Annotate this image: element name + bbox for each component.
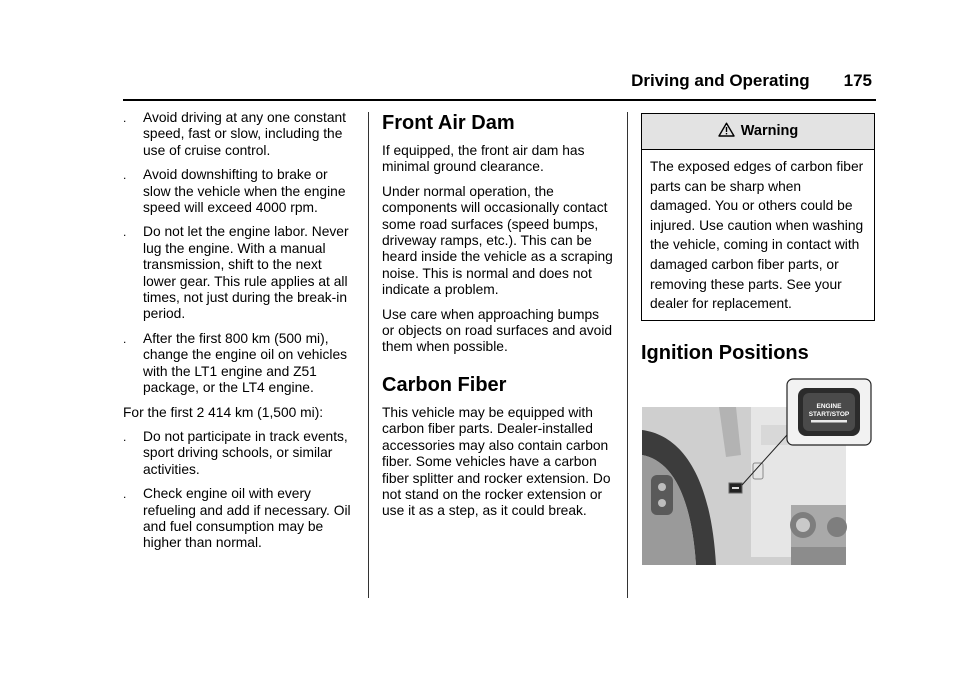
list-item	[123, 429, 358, 478]
start-button-label-line2: START/STOP	[808, 410, 850, 418]
heading-ignition-positions: Ignition Positions	[641, 341, 809, 364]
list-item	[123, 331, 358, 397]
start-button-label-line1: ENGINE	[816, 402, 842, 410]
column-3	[641, 113, 875, 565]
bullet-text: Do not participate in track events, sport driving schools, or similar activities.	[143, 428, 348, 477]
list-item	[123, 224, 358, 322]
bullet-text: Avoid driving at any one constant speed, fast or slow, including the use of cruise control.	[143, 110, 346, 158]
bullet-marker: .	[123, 168, 127, 183]
page-number: 175	[843, 71, 872, 90]
bullet-marker: .	[123, 111, 127, 125]
bullet-text: Check engine oil with every refueling and add if necessary. Oil and fuel consumption may be higher than normal.	[143, 486, 351, 551]
column-divider-2	[627, 112, 628, 598]
paragraph: This vehicle may be equipped with carbon fiber parts. Dealer-installed accessories may also contain carbon fiber. Some vehicles have a carbon fiber splitter and rocker extension. Do not stand on the rocker extension or use it as a step, as it could break.	[382, 404, 611, 519]
warning-header	[642, 114, 874, 150]
paragraph: If equipped, the front air dam has minimal ground clearance.	[382, 143, 585, 175]
bullet-marker: .	[123, 429, 127, 444]
bullet-marker: .	[123, 487, 127, 502]
section-title: Driving and Operating	[631, 71, 810, 90]
bullet-marker: .	[123, 331, 127, 346]
ignition-illustration	[641, 375, 875, 565]
warning-triangle-icon	[718, 122, 735, 141]
paragraph: Use care when approaching bumps or objects on road surfaces and avoid them when possible.	[382, 306, 613, 355]
bullet-text: Avoid downshifting to brake or slow the vehicle when the engine speed will exceed 4000 rpm.	[143, 167, 346, 216]
bullet-text: After the first 800 km (500 mi), change the engine oil on vehicles with the LT1 engine and Z51 package, or the LT4 engine.	[143, 330, 348, 396]
heading-carbon-fiber: Carbon Fiber	[382, 373, 507, 396]
bullet-text: Do not let the engine labor. Never lug the engine. With a manual transmission, shift to the next lower gear. This rule applies at all times, not just during the break-in period.	[143, 224, 349, 322]
warning-box	[641, 113, 875, 321]
bullet-marker: .	[123, 225, 127, 240]
column-divider-1	[368, 112, 369, 598]
paragraph: Under normal operation, the components will occasionally contact some road surfaces (speed bumps, driveway ramps, etc.). This can be heard inside the vehicle as a scraping noise. This is normal and does not indicate a problem.	[382, 183, 613, 298]
header-rule	[123, 99, 876, 101]
warning-label: Warning	[740, 123, 799, 140]
break-in-intro: For the first 2 414 km (1,500 mi):	[123, 404, 324, 420]
list-item	[123, 167, 358, 216]
list-item	[123, 486, 358, 552]
list-item	[123, 110, 358, 159]
column-2	[382, 110, 615, 528]
heading-front-air-dam: Front Air Dam	[382, 112, 515, 134]
page-header	[631, 71, 872, 91]
warning-text: The exposed edges of carbon fiber parts can be sharp when damaged. You or others could be injured. Use caution when washing the vehicle, coming in contact with damaged carbon fiber parts, or removing these parts. See your dealer for replacement.	[650, 159, 864, 312]
column-1	[123, 110, 358, 560]
